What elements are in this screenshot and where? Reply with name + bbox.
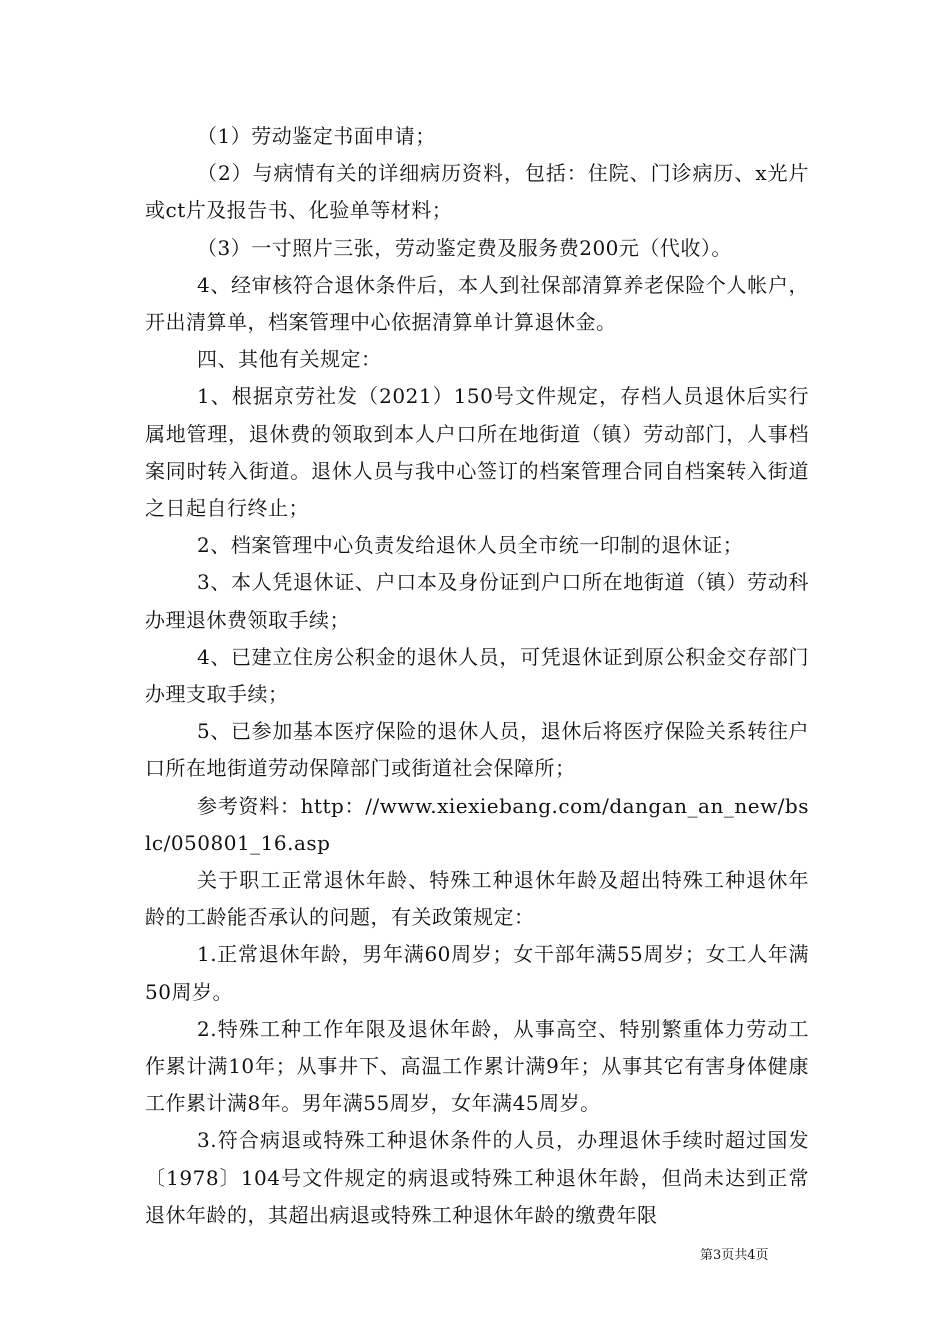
paragraph-settlement: 4、经审核符合退休条件后，本人到社保部清算养老保险个人帐户，开出清算单，档案管理中心依据清算单计算退休金。: [145, 272, 809, 335]
page-number-footer: 第3页共4页: [700, 1248, 769, 1263]
paragraph-medical-records: （2）与病情有关的详细病历资料，包括：住院、门诊病历、x光片或ct片及报告书、化验单等材料；: [145, 161, 809, 223]
paragraph-rule-3: 3、本人凭退休证、户口本及身份证到户口所在地街道（镇）劳动科办理退休费领取手续；: [145, 570, 809, 632]
paragraph-policy-3: 3.符合病退或特殊工种退休条件的人员，办理退休手续时超过国发〔1978〕104号文件规定的病退或特殊工种退休年龄，但尚未达到正常退休年龄的，其超出病退或特殊工种退休年龄的缴费年限: [145, 1128, 809, 1227]
paragraph-rule-4: 4、已建立住房公积金的退休人员，可凭退休证到原公积金交存部门办理支取手续；: [145, 644, 809, 707]
document-body: [145, 118, 809, 1234]
paragraph-application-letter: （1）劳动鉴定书面申请；: [197, 124, 436, 148]
paragraph-rule-5: 5、已参加基本医疗保险的退休人员，退休后将医疗保险关系转往户口所在地街道劳动保障部门或街道社会保障所；: [145, 719, 809, 781]
paragraph-policy-intro: 关于职工正常退休年龄、特殊工种退休年龄及超出特殊工种退休年龄的工龄能否承认的问题，有关政策规定：: [145, 868, 809, 930]
paragraph-rule-2: 2、档案管理中心负责发给退休人员全市统一印制的退休证；: [197, 533, 744, 558]
paragraph-policy-2: 2.特殊工种工作年限及退休年龄，从事高空、特别繁重体力劳动工作累计满10年；从事井下、高温工作累计满9年；从事其它有害身体健康工作累计满8年。男年满55周岁，女年满45周岁。: [145, 1016, 809, 1116]
paragraph-rule-1: 1、根据京劳社发（2021）150号文件规定，存档人员退休后实行属地管理，退休费的领取到本人户口所在地街道（镇）劳动部门，人事档案同时转入街道。退休人员与我中心签订的档案管理合同自档案转入街道之日起自行终止；: [145, 384, 809, 521]
paragraph-photos-fee: （3）一寸照片三张，劳动鉴定费及服务费200元（代收）。: [197, 235, 732, 260]
paragraph-policy-1: 1.正常退休年龄，男年满60周岁；女干部年满55周岁；女工人年满50周岁。: [145, 942, 809, 1004]
paragraph-reference: 参考资料：http：//www.xiexiebang.com/dangan_an_new/bslc/050801_16.asp: [145, 793, 809, 855]
section-heading-other-rules: 四、其他有关规定：: [197, 347, 382, 372]
